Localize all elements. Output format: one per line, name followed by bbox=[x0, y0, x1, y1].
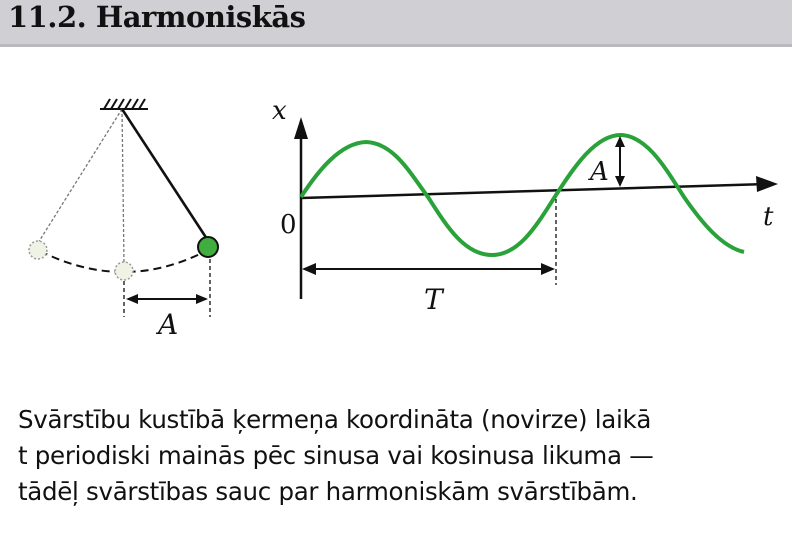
origin-label: 0 bbox=[280, 210, 297, 240]
section-title: 11.2. Harmoniskās bbox=[8, 0, 306, 34]
x-axis-arrowhead bbox=[294, 117, 308, 139]
paragraph-line-3: tādēļ svārstības sauc par harmoniskām svārstībām. bbox=[18, 477, 638, 506]
pendulum-bob-left bbox=[29, 241, 47, 259]
pendulum-string-left bbox=[38, 109, 122, 243]
explanation-paragraph bbox=[18, 402, 788, 510]
paragraph-line-2: t periodiski mainās pēc sinusa vai kosinusa likuma — bbox=[18, 441, 654, 470]
t-axis-arrowhead bbox=[756, 176, 778, 192]
pendulum-string-right bbox=[122, 109, 207, 239]
t-axis-line bbox=[301, 184, 768, 198]
wave-amplitude-arrowhead-top bbox=[615, 136, 625, 147]
x-axis-label: x bbox=[272, 96, 287, 126]
period-arrowhead-left bbox=[302, 263, 316, 275]
pendulum-bob-center bbox=[115, 262, 133, 280]
wave-amplitude-arrowhead-bottom bbox=[615, 176, 625, 187]
paragraph-line-1: Svārstību kustībā ķermeņa koordināta (novirze) laikā bbox=[18, 405, 652, 434]
period-label: T bbox=[424, 283, 443, 316]
pendulum-amplitude-arrowhead-left bbox=[126, 294, 138, 304]
harmonic-oscillation-figure bbox=[0, 47, 792, 377]
period-arrowhead-right bbox=[541, 263, 555, 275]
pendulum-string-center bbox=[122, 109, 124, 263]
pendulum-amplitude-label: A bbox=[158, 308, 179, 341]
wave-amplitude-label: A bbox=[590, 157, 609, 187]
pendulum-ceiling bbox=[100, 99, 148, 109]
pendulum-amplitude-arrowhead-right bbox=[196, 294, 208, 304]
t-axis-label: t bbox=[763, 202, 774, 232]
pendulum-bob-right bbox=[198, 237, 218, 257]
